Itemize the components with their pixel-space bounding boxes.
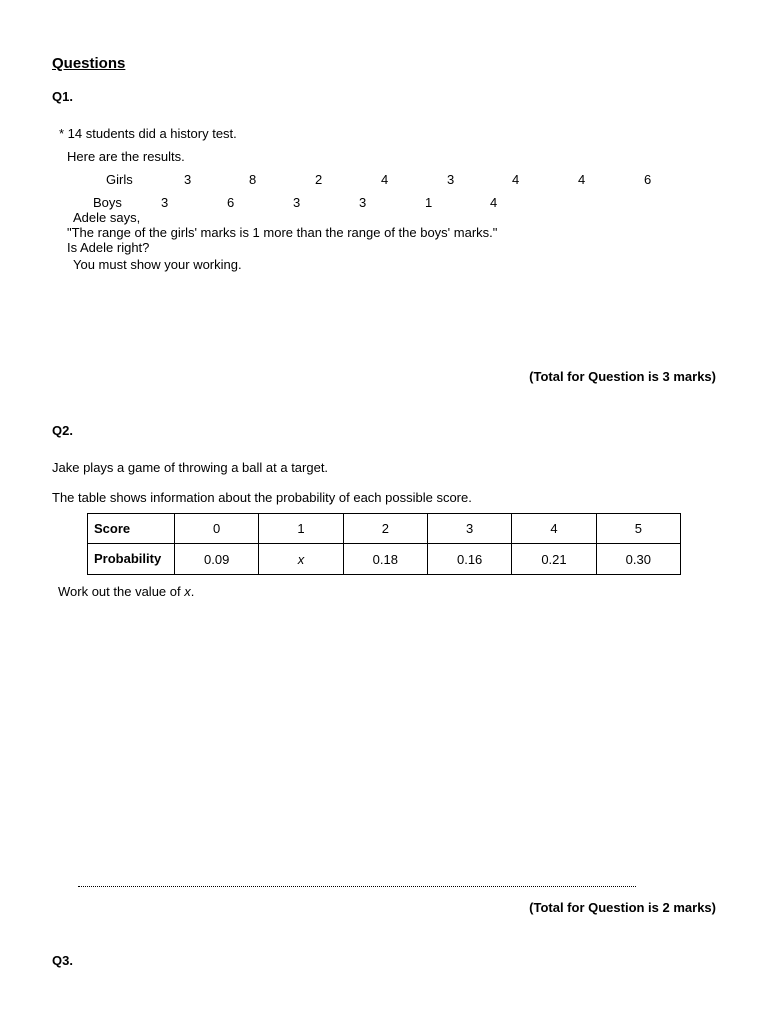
score-header: Score — [88, 514, 175, 544]
score-cell: 3 — [427, 514, 511, 544]
q2-intro: Jake plays a game of throwing a ball at a target. — [52, 460, 329, 475]
score-cell: 5 — [596, 514, 680, 544]
girls-mark: 8 — [249, 172, 257, 187]
q2-total-marks: (Total for Question is 2 marks) — [529, 900, 716, 915]
probability-header-text: Probability — [94, 551, 162, 566]
probability-table — [87, 513, 681, 575]
q3-label: Q3. — [52, 953, 73, 968]
q1-adele-says: Adele says, — [73, 210, 141, 225]
q1-question: Is Adele right? — [67, 240, 150, 255]
q1-quote: "The range of the girls' marks is 1 more than the range of the boys' marks." — [67, 225, 498, 240]
score-cell: 0 — [175, 514, 259, 544]
boys-mark: 3 — [161, 195, 169, 210]
girls-mark: 3 — [447, 172, 455, 187]
probability-header — [88, 544, 175, 575]
score-cell: 1 — [259, 514, 343, 544]
girls-mark: 4 — [381, 172, 389, 187]
q1-label: Q1. — [52, 89, 73, 104]
score-cell: 4 — [512, 514, 596, 544]
girls-mark: 4 — [512, 172, 520, 187]
boys-mark: 3 — [359, 195, 367, 210]
q1-results-intro: Here are the results. — [67, 149, 185, 164]
boys-mark: 3 — [293, 195, 301, 210]
probability-cell-unknown: x — [259, 544, 343, 575]
q2-instruction — [58, 584, 194, 599]
page-heading: Questions — [52, 55, 126, 72]
q2-instruction-suffix: . — [190, 584, 195, 599]
probability-cell: 0.18 — [343, 544, 427, 575]
girls-mark: 3 — [184, 172, 192, 187]
boys-mark: 1 — [425, 195, 433, 210]
q1-total-marks: (Total for Question is 3 marks) — [529, 369, 716, 384]
table-row — [88, 544, 681, 575]
probability-cell: 0.30 — [596, 544, 680, 575]
boys-mark: 4 — [490, 195, 498, 210]
q2-table-intro: The table shows information about the probability of each possible score. — [52, 490, 472, 505]
probability-cell: 0.16 — [427, 544, 511, 575]
boys-mark: 6 — [227, 195, 235, 210]
table-row — [88, 514, 681, 544]
probability-cell: 0.09 — [175, 544, 259, 575]
girls-label: Girls — [106, 172, 133, 187]
q2-instruction-prefix: Work out the value of — [58, 584, 185, 599]
q1-intro: * 14 students did a history test. — [59, 126, 237, 141]
boys-label: Boys — [93, 195, 122, 210]
q1-instruction: You must show your working. — [73, 257, 242, 272]
girls-mark: 6 — [644, 172, 652, 187]
girls-mark: 2 — [315, 172, 323, 187]
q2-label: Q2. — [52, 423, 73, 438]
score-cell: 2 — [343, 514, 427, 544]
answer-line[interactable] — [78, 886, 636, 887]
girls-mark: 4 — [578, 172, 586, 187]
q2-instruction-variable: x — [184, 584, 191, 599]
probability-cell: 0.21 — [512, 544, 596, 575]
